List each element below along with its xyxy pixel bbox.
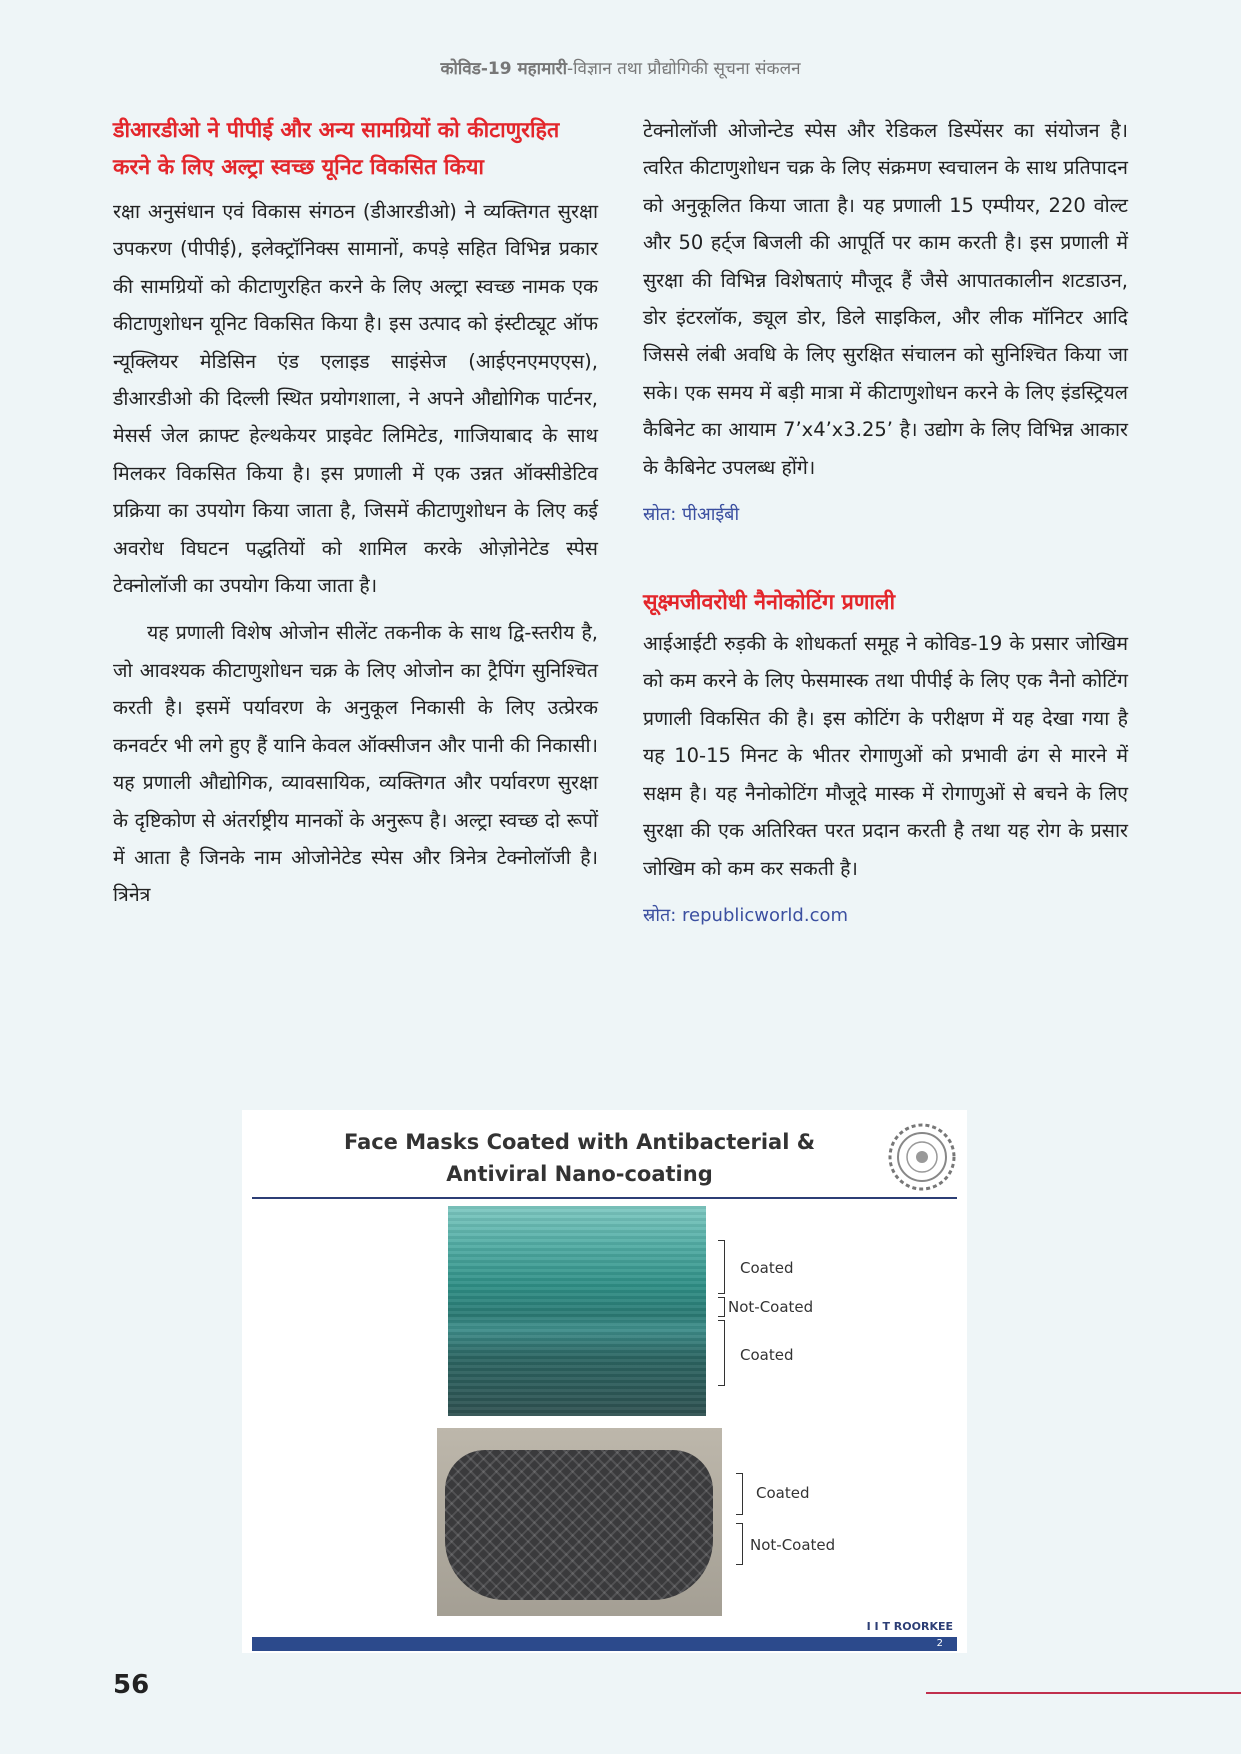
right-column	[643, 112, 1128, 927]
iit-roorkee-footer: I I T ROORKEE	[866, 1620, 953, 1633]
article1-paragraph-1: रक्षा अनुसंधान एवं विकास संगठन (डीआरडीओ) ने व्यक्तिगत सुरक्षा उपकरण (पीपीई), इलेक्ट्रॉनिक्स सामानों, कपड़े सहित विभिन्न प्रकार की सामग्रियों को कीटाणुरहित करने के लिए अल्ट्रा स्वच्छ नामक एक कीटाणुशोधन यूनिट विकसित किया है। इस उत्पाद को इंस्टीट्यूट ऑफ न्यूक्लियर मेडिसिन एंड एलाइड साइंसेज (आईएनएमएएस), डीआरडीओ की दिल्ली स्थित प्रयोगशाला, ने अपने औद्योगिक पार्टनर, मेसर्स जेल क्राफ्ट हेल्थकेयर प्राइवेट लिमिटेड, गाजियाबाद के साथ मिलकर विकसित किया है। इस प्रणाली में एक उन्नत ऑक्सीडेटिव प्रक्रिया का उपयोग किया जाता है, जिसमें कीटाणुशोधन के लिए कई अवरोध विघटन पद्धतियों को शामिल करके ओज़ोनेटेड स्पेस टेक्नोलॉजी का उपयोग किया जाता है।	[113, 200, 598, 598]
label-coated-1: Coated	[740, 1259, 794, 1277]
article2-paragraph-1: आईआईटी रुड़की के शोधकर्ता समूह ने कोविड-19 के प्रसार जोखिम को कम करने के लिए फेसमास्क तथा पीपीई के लिए एक नैनो कोटिंग प्रणाली विकसित की है। इस कोटिंग के परीक्षण में यह देखा गया है यह 10-15 मिनट के भीतर रोगाणुओं को प्रभावी ढंग से मारने में सक्षम है। यह नैनोकोटिंग मौजूदे मास्क में रोगाणुओं से बचने के लिए सुरक्षा की एक अतिरिक्त परत प्रदान करती है तथा यह रोग के प्रसार जोखिम को कम कर सकती है।	[643, 632, 1128, 880]
brace-icon	[736, 1473, 743, 1515]
article2-source: स्रोत: republicworld.com	[643, 904, 849, 926]
article1-paragraph-2: यह प्रणाली विशेष ओजोन सीलेंट तकनीक के साथ द्वि-स्तरीय है, जो आवश्यक कीटाणुशोधन चक्र के लिए ओजोन का ट्रैपिंग सुनिश्चित करती है। इसमें पर्यावरण के अनुकूल निकासी के लिए उत्प्रेरक कनवर्टर भी लगे हुए हैं यानि केवल ऑक्सीजन और पानी की निकासी। यह प्रणाली औद्योगिक, व्यावसायिक, व्यक्तिगत और पर्यावरण सुरक्षा के दृष्टिकोण से अंतर्राष्ट्रीय मानकों के अनुरूप है। अल्ट्रा स्वच्छ दो रूपों में आता है जिनके नाम ओजोनेटेड स्पेस और त्रिनेत्र टेक्नोलॉजी है। त्रिनेत्र	[113, 621, 598, 907]
article2-title: सूक्ष्मजीवरोधी नैनोकोटिंग प्रणाली	[643, 590, 896, 616]
label-not-coated-1: Not-Coated	[728, 1298, 814, 1316]
section-spacer	[643, 526, 1128, 584]
label-coated-2: Coated	[740, 1346, 794, 1364]
brace-icon	[736, 1523, 743, 1565]
label-not-coated-2: Not-Coated	[750, 1536, 836, 1554]
mesh-mask	[445, 1450, 713, 1600]
article1-title: डीआरडीओ ने पीपीई और अन्य सामग्रियों को कीटाणुरहित करने के लिए अल्ट्रा स्वच्छ यूनिट विकसित किया	[113, 118, 560, 180]
brace-icon	[718, 1240, 725, 1294]
figure-title-line-2: Antiviral Nano-coating	[446, 1162, 713, 1186]
footer-rule	[926, 1692, 1241, 1694]
mask-figure	[242, 1110, 967, 1653]
label-coated-3: Coated	[756, 1484, 810, 1502]
figure-title-rule	[252, 1197, 957, 1199]
running-header-rest: -विज्ञान तथा प्रौद्योगिकी सूचना संकलन	[567, 59, 801, 79]
slide-number: 2	[936, 1638, 943, 1649]
figure-title	[242, 1126, 917, 1190]
article1-source: स्रोत: पीआईबी	[643, 504, 740, 526]
page-number: 56	[113, 1670, 150, 1700]
figure-footer-bar	[252, 1637, 957, 1651]
iit-roorkee-emblem-icon	[887, 1122, 957, 1192]
mesh-mask-photo	[437, 1428, 722, 1616]
left-column	[113, 112, 598, 914]
article1-paragraph-3: टेक्नोलॉजी ओजोन्टेड स्पेस और रेडिकल डिस्पेंसर का संयोजन है। त्वरित कीटाणुशोधन चक्र के लिए संक्रमण स्वचालन के साथ प्रतिपादन को अनुकूलित किया जाता है। यह प्रणाली 15 एम्पीयर, 220 वोल्ट और 50 हर्ट्ज बिजली की आपूर्ति पर काम करती है। इस प्रणाली में सुरक्षा की विभिन्न विशेषताएं मौजूद हैं जैसे आपातकालीन शटडाउन, डोर इंटरलॉक, ड्यूल डोर, डिले साइकिल, और लीक मॉनिटर आदि जिससे लंबी अवधि के लिए सुरक्षित संचालन को सुनिश्चित किया जा सके। एक समय में बड़ी मात्रा में कीटाणुशोधन करने के लिए इंडस्ट्रियल कैबिनेट का आयाम 7’x4’x3.25’ है। उद्योग के लिए विभिन्न आकार के कैबिनेट उपलब्ध होंगे।	[643, 119, 1128, 479]
brace-icon	[718, 1320, 725, 1386]
surgical-mask-photo	[448, 1206, 706, 1416]
brace-icon	[718, 1297, 725, 1317]
running-header-bold: कोविड-19 महामारी	[440, 59, 567, 79]
running-header	[0, 56, 1241, 79]
figure-title-line-1: Face Masks Coated with Antibacterial &	[343, 1130, 816, 1154]
